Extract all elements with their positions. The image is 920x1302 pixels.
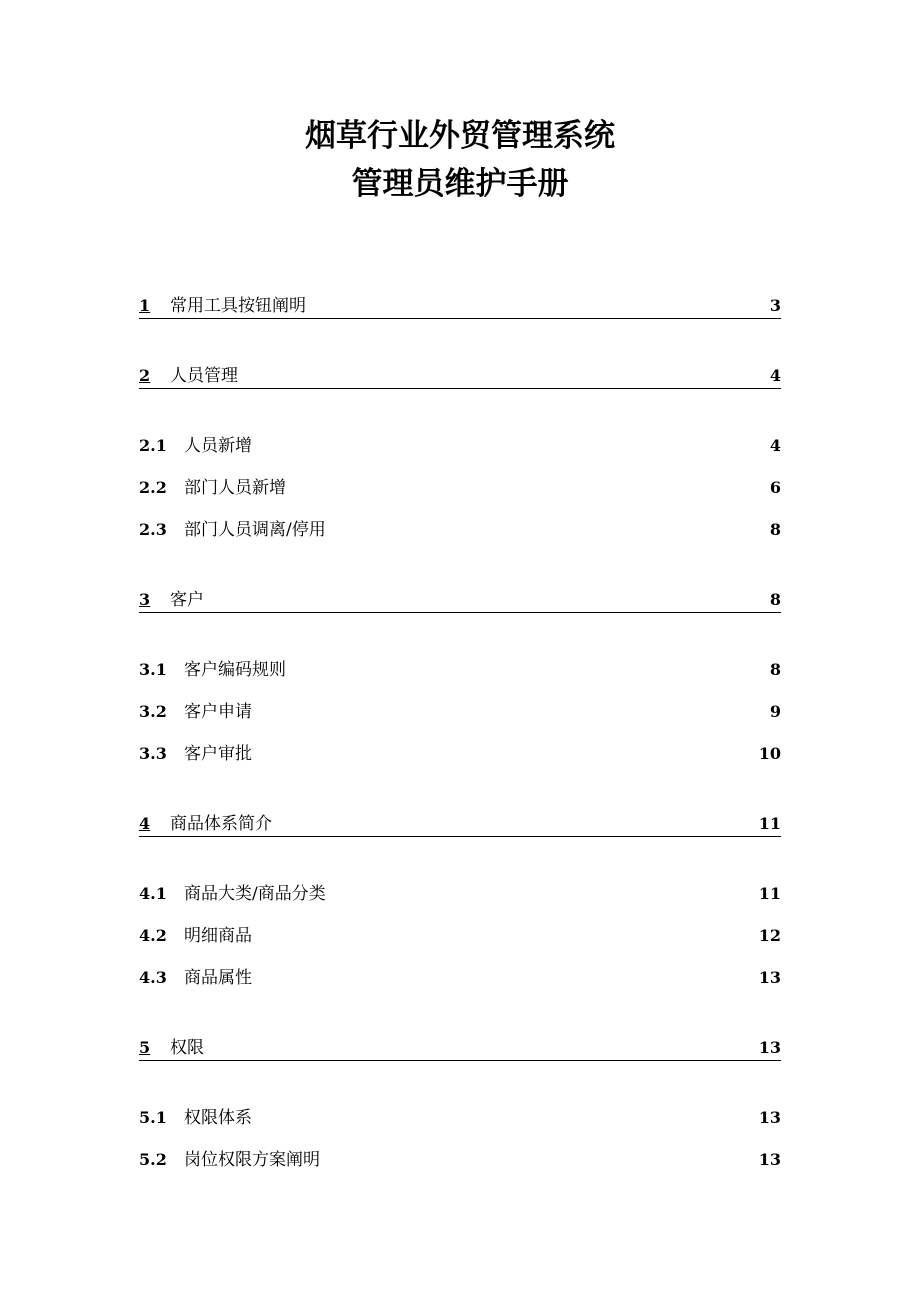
toc-page-number: 8 [769,660,781,679]
toc-chapter-1[interactable] [139,294,781,319]
toc-label: 客户编码规则 [184,660,286,680]
toc-section-5-2[interactable] [139,1148,781,1174]
toc-number: 3.2 [139,702,167,721]
toc-label: 客户申请 [184,702,252,722]
toc-page-number: 11 [758,814,781,833]
toc-section-4-2[interactable] [139,924,781,950]
toc-label: 商品大类/商品分类 [184,884,326,904]
toc-number: 3.1 [139,660,167,679]
toc-chapter-3[interactable] [139,588,781,613]
toc-chapter-2[interactable] [139,364,781,389]
toc-section-2-2[interactable] [139,476,781,502]
toc-page-number: 4 [769,436,781,455]
toc-label: 人员新增 [184,436,252,456]
toc-section-2-1[interactable] [139,434,781,460]
toc-number: 4.1 [139,884,167,903]
toc-section-2-3[interactable] [139,518,781,544]
toc-label: 权限 [170,1038,204,1058]
toc-label: 客户审批 [184,744,252,764]
toc-number: 5.1 [139,1108,167,1127]
toc-label: 部门人员调离/停用 [184,520,326,540]
toc-number: 5 [139,1038,151,1057]
toc-number: 1 [139,296,151,315]
toc-page-number: 8 [769,590,781,609]
toc-label: 权限体系 [184,1108,252,1128]
toc-page-number: 6 [769,478,781,497]
toc-page-number: 3 [769,296,781,315]
toc-chapter-4[interactable] [139,812,781,837]
toc-number: 3.3 [139,744,167,763]
toc-section-3-1[interactable] [139,658,781,684]
document-subtitle: 管理员维护手册 [351,166,569,202]
toc-number: 4.3 [139,968,167,987]
toc-label: 商品体系简介 [170,814,272,834]
toc-number: 2.1 [139,436,167,455]
toc-number: 4 [139,814,151,833]
toc-page-number: 4 [769,366,781,385]
toc-page-number: 13 [758,1108,781,1127]
toc-section-5-1[interactable] [139,1106,781,1132]
toc-label: 部门人员新增 [184,478,286,498]
toc-label: 人员管理 [170,366,238,386]
toc-number: 2 [139,366,151,385]
toc-label: 客户 [170,590,204,610]
toc-page-number: 11 [758,884,781,903]
toc-section-4-1[interactable] [139,882,781,908]
toc-label: 常用工具按钮阐明 [170,296,306,316]
toc-page-number: 13 [758,1038,781,1057]
toc-label: 商品属性 [184,968,252,988]
document-title: 烟草行业外贸管理系统 [305,118,615,154]
toc-page-number: 13 [758,968,781,987]
toc-section-3-2[interactable] [139,700,781,726]
toc-page-number: 10 [758,744,781,763]
toc-section-3-3[interactable] [139,742,781,768]
toc-number: 2.2 [139,478,167,497]
toc-chapter-5[interactable] [139,1036,781,1061]
toc-page-number: 9 [769,702,781,721]
toc-number: 2.3 [139,520,167,539]
toc-number: 3 [139,590,151,609]
toc-section-4-3[interactable] [139,966,781,992]
toc-number: 5.2 [139,1150,167,1169]
toc-page-number: 8 [769,520,781,539]
toc-label: 岗位权限方案阐明 [184,1150,320,1170]
toc-number: 4.2 [139,926,167,945]
toc-label: 明细商品 [184,926,252,946]
toc-page-number: 13 [758,1150,781,1169]
toc-page-number: 12 [758,926,781,945]
